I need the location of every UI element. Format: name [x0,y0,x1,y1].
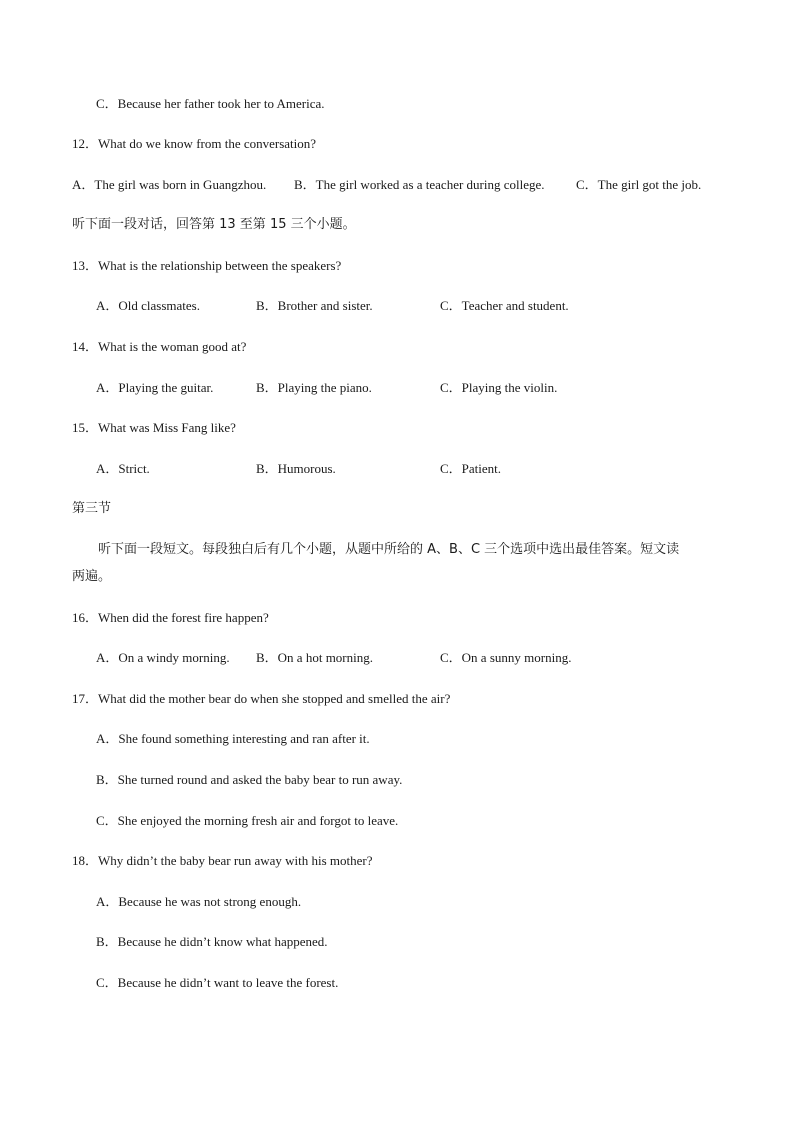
q15-option-a: A．Strict. [96,461,150,476]
section-3-instruction-line-2: 两遍。 [72,569,112,584]
q12-option-c: C．The girl got the job. [576,177,702,192]
q11-option-c: C．Because her father took her to America. [96,96,325,111]
q13-option-b: B．Brother and sister. [256,298,373,313]
q16-option-a: A．On a windy morning. [96,650,230,665]
section-3-instruction-line-1: 听下面一段短文。每段独白后有几个小题，从题中所给的 A、B、C 三个选项中选出最佳答案。短文读 [98,542,680,557]
q12-option-a: A．The girl was born in Guangzhou. [72,177,267,192]
q18-option-b: B．Because he didn’t know what happened. [96,934,328,949]
q17-option-c: C．She enjoyed the morning fresh air and forgot to leave. [96,813,399,828]
q16-options [96,650,696,666]
q17-option-b: B．She turned round and asked the baby bear to run away. [96,772,403,787]
q12-option-b: B．The girl worked as a teacher during college. [294,177,545,192]
section-3-title: 第三节 [72,501,112,516]
q15-options [96,461,696,477]
q12-options [72,177,732,193]
q13-options [96,298,696,314]
q16-stem: 16．When did the forest fire happen? [72,610,269,625]
q14-stem: 14．What is the woman good at? [72,339,247,354]
q16-option-b: B．On a hot morning. [256,650,373,665]
q18-stem: 18．Why didn’t the baby bear run away with his mother? [72,853,373,868]
q17-option-a: A．She found something interesting and ran after it. [96,731,370,746]
q14-option-c: C．Playing the violin. [440,380,558,395]
q18-option-a: A．Because he was not strong enough. [96,894,302,909]
q12-stem: 12．What do we know from the conversation? [72,136,317,151]
q16-option-c: C．On a sunny morning. [440,650,572,665]
q14-option-a: A．Playing the guitar. [96,380,214,395]
q14-option-b: B．Playing the piano. [256,380,372,395]
q18-option-c: C．Because he didn’t want to leave the forest. [96,975,339,990]
instruction-13-15: 听下面一段对话，回答第 13 至第 15 三个小题。 [72,217,356,232]
q14-options [96,380,696,396]
q15-option-c: C．Patient. [440,461,502,476]
q15-stem: 15．What was Miss Fang like? [72,420,236,435]
q13-option-c: C．Teacher and student. [440,298,569,313]
q13-option-a: A．Old classmates. [96,298,200,313]
q13-stem: 13．What is the relationship between the speakers? [72,258,342,273]
q17-stem: 17．What did the mother bear do when she stopped and smelled the air? [72,691,451,706]
q15-option-b: B．Humorous. [256,461,336,476]
